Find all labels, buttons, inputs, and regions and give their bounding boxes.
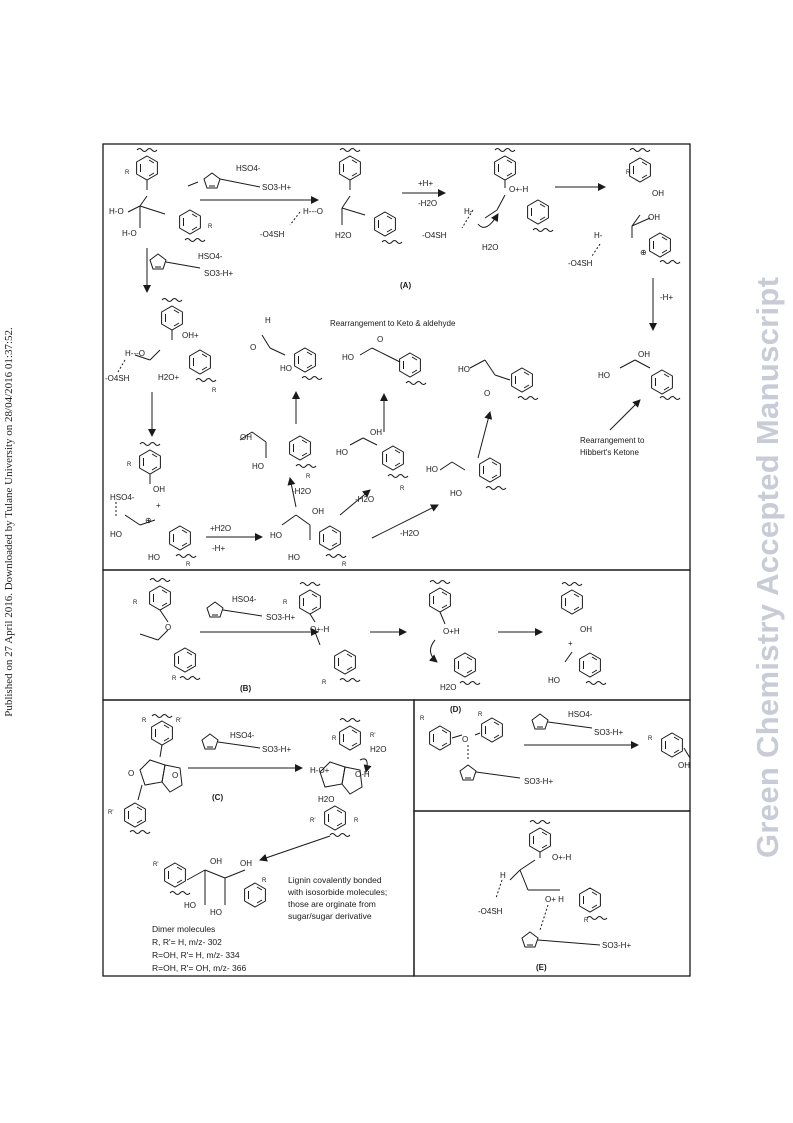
accepted-manuscript-watermark: Green Chemistry Accepted Manuscript xyxy=(750,276,785,858)
svg-text:R: R xyxy=(478,712,483,718)
minus-h-label-a2: -H+ xyxy=(212,544,226,553)
svg-text:⊕: ⊕ xyxy=(640,248,647,257)
svg-text:H---O: H---O xyxy=(303,207,323,216)
svg-text:R: R xyxy=(322,680,327,686)
panel-d-label: (D) xyxy=(450,705,462,714)
svg-text:OH: OH xyxy=(153,485,165,494)
svg-text:R: R xyxy=(648,736,653,742)
hso4-label-2: HSO4- xyxy=(198,252,223,261)
minus-h2o-label-a4: -H2O xyxy=(400,529,420,538)
svg-text:+: + xyxy=(568,639,573,648)
lignin-note-line4: sugar/sugar derivative xyxy=(288,911,372,921)
svg-text:OH: OH xyxy=(648,213,660,222)
panel-d-frame xyxy=(414,700,690,811)
svg-text:HO: HO xyxy=(342,353,354,362)
svg-text:R': R' xyxy=(370,733,376,739)
hso4-label-c: HSO4- xyxy=(230,731,255,740)
panel-b-scheme xyxy=(140,579,606,685)
hso4-label-d: HSO4- xyxy=(568,710,593,719)
svg-text:O-H: O-H xyxy=(355,770,370,779)
svg-text:HO: HO xyxy=(210,908,222,917)
svg-text:HO: HO xyxy=(110,530,122,539)
svg-text:HO: HO xyxy=(458,365,470,374)
rearrangement-keto-note: Rearrangement to Keto & aldehyde xyxy=(330,319,456,328)
panel-d-scheme xyxy=(430,714,690,780)
svg-text:HO: HO xyxy=(148,553,160,562)
svg-text:HO: HO xyxy=(280,364,292,373)
svg-text:HO: HO xyxy=(288,553,300,562)
lignin-note-line3: those are orginate from xyxy=(288,899,376,909)
svg-text:R': R' xyxy=(310,818,316,824)
o4sh-label-a2: -O4SH xyxy=(422,231,447,240)
svg-text:R: R xyxy=(208,224,213,230)
minus-h2o-label-a3: -H2O xyxy=(355,495,375,504)
so3h-label: SO3-H+ xyxy=(262,183,292,192)
plus-h2o-label: +H2O xyxy=(210,524,232,533)
so3h-label-d: SO3-H+ xyxy=(594,728,624,737)
svg-text:OH: OH xyxy=(210,857,222,866)
svg-text:H: H xyxy=(500,871,506,880)
dimer-line2: R=OH, R'= H, m/z- 334 xyxy=(152,950,240,960)
svg-text:H-O+: H-O+ xyxy=(310,766,330,775)
svg-text:H-O: H-O xyxy=(122,229,137,238)
svg-text:OH: OH xyxy=(240,859,252,868)
publication-note: Published on 27 April 2016. Downloaded by Tulane University on 28/04/2016 01:37:52. xyxy=(3,327,15,717)
svg-text:HO: HO xyxy=(184,901,196,910)
svg-text:R: R xyxy=(133,600,138,606)
svg-text:O: O xyxy=(250,343,257,352)
svg-text:R: R xyxy=(142,718,147,724)
svg-text:R: R xyxy=(306,474,311,480)
dimer-line1: R, R'= H, m/z- 302 xyxy=(152,937,222,947)
panel-a-label: (A) xyxy=(400,281,412,290)
o4sh-label-a3: -O4SH xyxy=(568,259,593,268)
svg-text:R: R xyxy=(626,170,631,176)
svg-text:O: O xyxy=(172,771,179,780)
svg-text:OH: OH xyxy=(370,428,382,437)
panel-a-frame xyxy=(103,144,690,570)
svg-text:R: R xyxy=(584,918,589,924)
svg-text:HO: HO xyxy=(548,676,560,685)
so3h-label-d2: SO3-H+ xyxy=(524,777,554,786)
svg-text:⊕: ⊕ xyxy=(145,516,152,525)
svg-text:OH: OH xyxy=(678,761,690,770)
svg-text:OH: OH xyxy=(652,189,664,198)
svg-text:R: R xyxy=(172,676,177,682)
hso4-label-a3: HSO4- xyxy=(110,493,135,502)
oh-plus-label: O+-H xyxy=(509,185,529,194)
svg-text:R: R xyxy=(400,486,405,492)
svg-text:O: O xyxy=(165,623,172,632)
svg-text:H-: H- xyxy=(464,207,473,216)
h2o-label-c2: H2O xyxy=(318,795,335,804)
svg-text:R: R xyxy=(283,600,288,606)
svg-text:HO: HO xyxy=(598,371,610,380)
svg-text:R': R' xyxy=(153,862,159,868)
svg-text:OH: OH xyxy=(638,350,650,359)
lignin-note-line2: with isosorbide molecules; xyxy=(288,887,388,897)
panel-b-frame xyxy=(103,570,690,700)
panel-e-label: (E) xyxy=(536,963,547,972)
svg-text:OH: OH xyxy=(240,433,252,442)
panel-a-scheme xyxy=(116,149,680,558)
svg-text:R: R xyxy=(186,562,191,568)
panel-e-scheme xyxy=(496,821,607,948)
lignin-note-line1: Lignin covalently bonded xyxy=(288,875,382,885)
hibbert-note-line2: Hibbert's Ketone xyxy=(580,448,639,457)
svg-text:O+ H: O+ H xyxy=(545,895,564,904)
plus-h-label: +H+ xyxy=(418,179,434,188)
svg-text:R: R xyxy=(125,170,130,176)
svg-text:H-: H- xyxy=(594,231,603,240)
panel-c-label: (C) xyxy=(212,793,224,802)
svg-text:O: O xyxy=(462,735,469,744)
svg-text:HO: HO xyxy=(336,448,348,457)
svg-text:R: R xyxy=(342,562,347,568)
svg-text:O: O xyxy=(377,335,384,344)
svg-text:R: R xyxy=(420,716,425,722)
h2o-label-a2: H2O xyxy=(482,243,499,252)
h2o-label-c1: H2O xyxy=(370,745,387,754)
minus-h2o-label-a1: -H2O xyxy=(418,199,438,208)
svg-text:H-O: H-O xyxy=(109,207,124,216)
svg-text:HO: HO xyxy=(426,465,438,474)
svg-text:O+H: O+H xyxy=(443,627,460,636)
svg-text:HO: HO xyxy=(450,489,462,498)
svg-text:OH: OH xyxy=(580,625,592,634)
so3h-label-c: SO3-H+ xyxy=(262,745,292,754)
svg-text:R: R xyxy=(127,462,132,468)
svg-text:H---O: H---O xyxy=(125,349,145,358)
hibbert-note-line1: Rearrangement to xyxy=(580,436,645,445)
minus-h2o-label-a2: -H2O xyxy=(292,487,312,496)
svg-text:H: H xyxy=(265,316,271,325)
dimer-line3: R=OH, R'= OH, m/z- 366 xyxy=(152,963,247,973)
svg-text:O: O xyxy=(128,769,135,778)
h2o-label-b: H2O xyxy=(440,683,457,692)
so3h-label-b: SO3-H+ xyxy=(266,613,296,622)
svg-text:+: + xyxy=(156,501,161,510)
panel-e-frame xyxy=(414,811,690,976)
svg-text:O+-H: O+-H xyxy=(310,625,330,634)
minus-h-label-a: -H+ xyxy=(660,293,674,302)
svg-text:OH+: OH+ xyxy=(182,331,199,340)
svg-text:R: R xyxy=(212,388,217,394)
hso4-label: HSO4- xyxy=(236,164,261,173)
panel-c-frame xyxy=(103,700,414,976)
svg-text:R': R' xyxy=(108,810,114,816)
svg-text:R': R' xyxy=(176,718,182,724)
so3h-label-2: SO3-H+ xyxy=(204,269,234,278)
dimer-title: Dimer molecules xyxy=(152,924,216,934)
svg-text:OH: OH xyxy=(312,507,324,516)
o4sh-label: -O4SH xyxy=(260,230,285,239)
hso4-label-b: HSO4- xyxy=(232,595,257,604)
svg-text:HO: HO xyxy=(252,462,264,471)
svg-text:O: O xyxy=(484,389,491,398)
panel-b-label: (B) xyxy=(240,684,252,693)
h2o-label-a1: H2O xyxy=(335,231,352,240)
so3h-label-e: SO3-H+ xyxy=(602,941,632,950)
o4sh-label-a4: -O4SH xyxy=(105,374,130,383)
svg-text:O+-H: O+-H xyxy=(552,853,572,862)
o4sh-label-e: -O4SH xyxy=(478,907,503,916)
svg-text:HO: HO xyxy=(270,531,282,540)
svg-text:R: R xyxy=(354,818,359,824)
svg-text:R: R xyxy=(262,878,267,884)
svg-text:R: R xyxy=(332,736,337,742)
svg-text:H2O+: H2O+ xyxy=(158,373,180,382)
